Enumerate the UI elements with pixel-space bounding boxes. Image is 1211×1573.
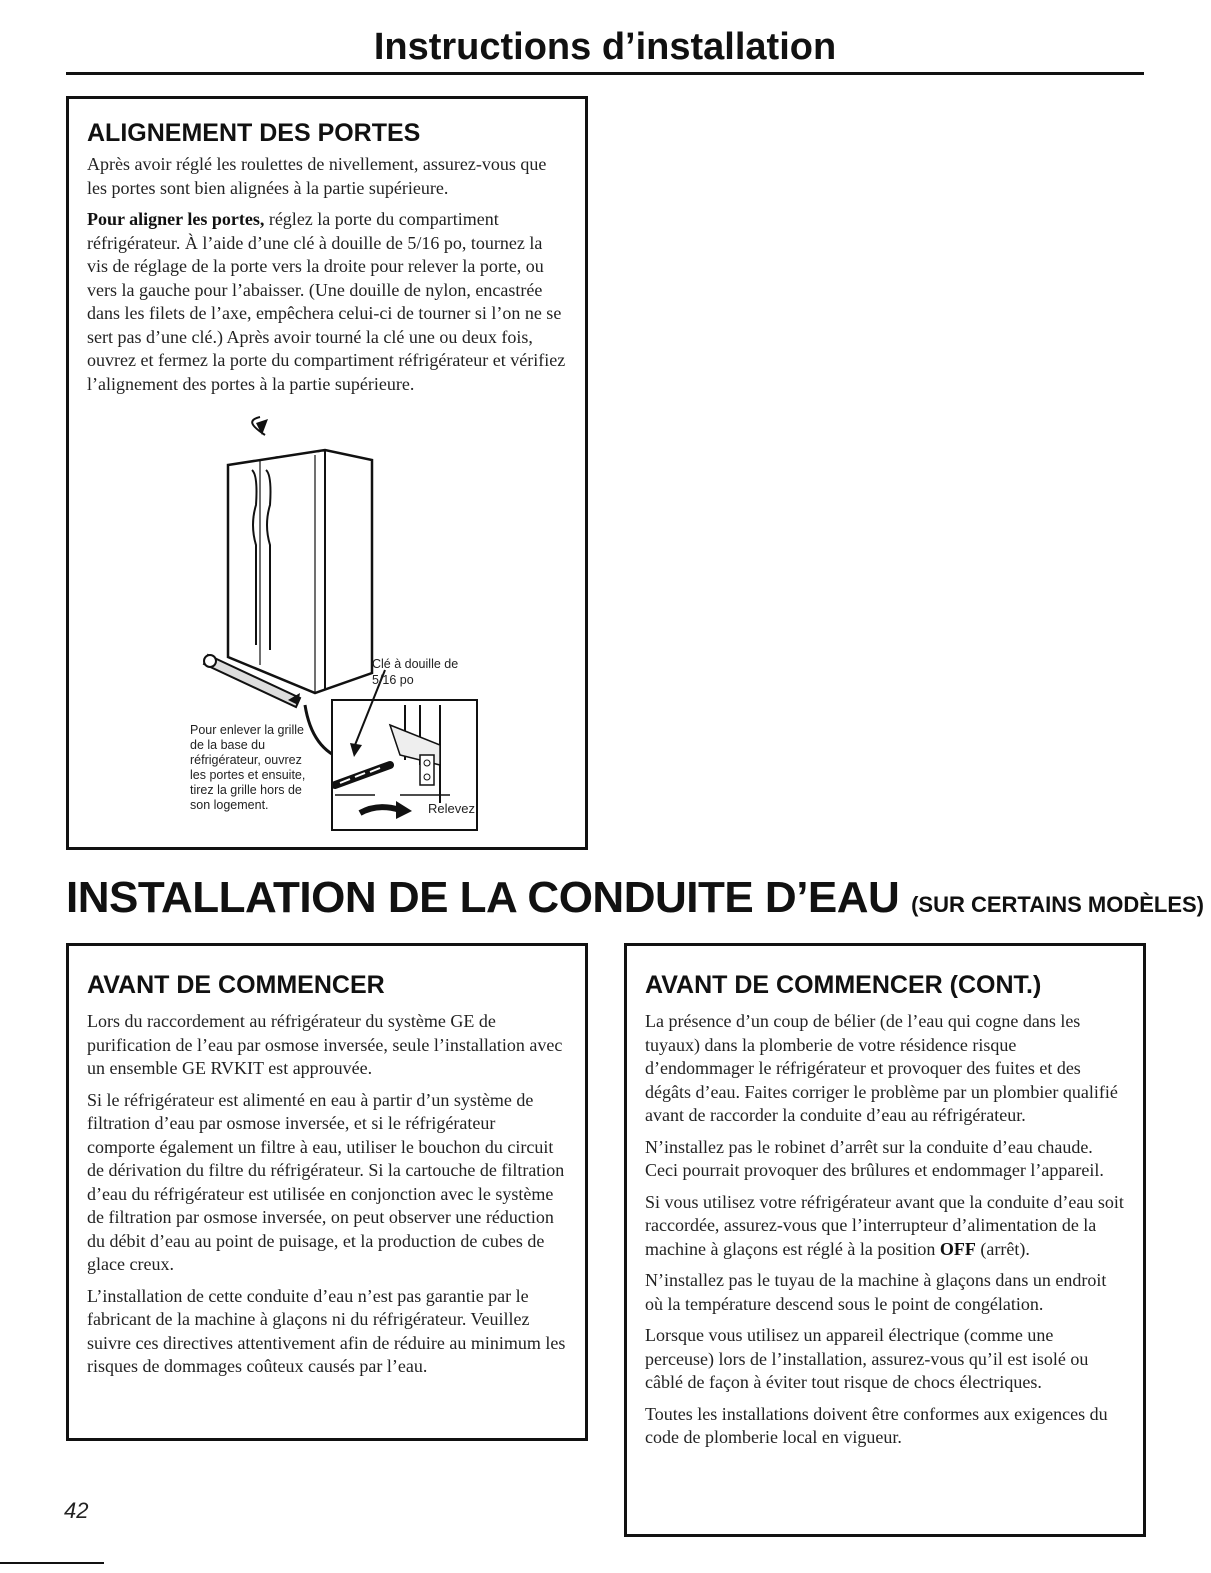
before-start-cont-section	[624, 943, 1146, 1537]
before-start-cont-paragraph: N’installez pas le tuyau de la machine à glaçons dans un endroit où la température descend sous le point de congélation.	[645, 1270, 1107, 1314]
before-start-cont-paragraph: N’installez pas le robinet d’arrêt sur la conduite d’eau chaude. Ceci pourrait provoquer des brûlures et endommager l’appareil.	[645, 1136, 1104, 1180]
water-line-subtitle: (SUR CERTAINS MODÈLES)	[911, 892, 1204, 917]
before-start-cont-paragraph	[645, 1191, 1125, 1262]
wrench-label-line1: Clé à douille de	[372, 657, 459, 671]
ice-maker-text: Si vous utilisez votre réfrigérateur avant que la conduite d’eau soit raccordée, assurez-vous que l’interrupteur d’alimentation de la machine à glaçons est réglé à la position	[645, 1191, 1124, 1259]
page-title: Instructions d’installation	[373, 26, 837, 68]
grille-instructions	[190, 723, 305, 813]
before-start-section	[66, 943, 588, 1441]
door-alignment-step-lead: Pour aligner les portes,	[87, 209, 265, 229]
before-start-heading: AVANT DE COMMENCER	[87, 971, 385, 999]
off-label: OFF	[939, 1238, 976, 1259]
before-start-cont-heading: AVANT DE COMMENCER (CONT.)	[645, 971, 1042, 999]
grille-label-line: réfrigérateur, ouvrez	[190, 753, 302, 767]
before-start-paragraph: Lors du raccordement au réfrigérateur du système GE de purification de l’eau par osmose inversée, seule l’installation avec un ensemble GE RVKIT est approuvée.	[87, 1011, 563, 1078]
raise-label: Relevez	[428, 801, 475, 816]
grille-label-line: les portes et ensuite,	[190, 768, 306, 782]
water-line-title-text: INSTALLATION DE LA CONDUITE D’EAU	[66, 873, 900, 922]
rotation-arrow-icon	[256, 419, 268, 435]
door-alignment-step	[87, 208, 567, 396]
before-start-cont-paragraph: Lorsque vous utilisez un appareil électrique (comme une perceuse) lors de l’installation, assurez-vous qu’il est isolé ou câblé de façon à éviter tout risque de chocs électriques.	[645, 1325, 1089, 1392]
off-suffix: (arrêt).	[975, 1238, 1030, 1259]
page-number: 42	[64, 1498, 89, 1523]
grille-label-line: tirez la grille hors de	[190, 783, 302, 797]
before-start-cont-paragraph: La présence d’un coup de bélier (de l’eau qui cogne dans les tuyaux) dans la plomberie de votre résidence risque d’endommager le réfrigérateur et provoquer des fuites et des dégâts d’eau. Faites corriger le problème par un plombier qualifié avant de raccorder la conduite d’eau au réfrigérateur.	[645, 1011, 1118, 1125]
door-alignment-step-text: réglez la porte du compartiment réfrigérateur. À l’aide d’une clé à douille de 5/16 po, tournez la vis de réglage de la porte vers la droite pour relever la porte, ou vers la gauche pour l’abaisser. (Une douille de nylon, encastrée dans les filets de l’axe, empêchera celui-ci de tourner si l’on ne se sert pas d’une clé.) Après avoir tourné la clé une ou deux fois, ouvrez et fermez la porte du compartiment réfrigérateur et vérifiez l’alignement des portes à la partie supérieure.	[87, 209, 566, 394]
before-start-cont-paragraph: Toutes les installations doivent être conformes aux exigences du code de plomberie local en vigueur.	[645, 1403, 1108, 1447]
door-alignment-intro: Après avoir réglé les roulettes de nivellement, assurez-vous que les portes sont bien alignées à la partie supérieure.	[87, 154, 547, 198]
grille-label-line: de la base du	[190, 738, 266, 752]
before-start-paragraph: L’installation de cette conduite d’eau n’est pas garantie par le fabricant de la machine à glaçons ni du réfrigérateur. Veuillez suivre ces directives attentivement afin de réduire au minimum les risques de dommages coûteux causés par l’eau.	[87, 1285, 566, 1376]
door-alignment-heading: ALIGNEMENT DES PORTES	[87, 119, 421, 147]
refrigerator-illustration	[100, 415, 500, 835]
title-rule	[66, 72, 1144, 75]
footer-rule	[0, 1562, 104, 1564]
grille-label-line: son logement.	[190, 798, 269, 812]
wrench-label-line2: 5/16 po	[372, 673, 414, 687]
water-line-title	[66, 868, 1204, 935]
grille-label-line: Pour enlever la grille	[190, 723, 304, 737]
before-start-paragraph: Si le réfrigérateur est alimenté en eau à partir d’un système de filtration d’eau par osmose inversée, et si le réfrigérateur comporte également un filtre à eau, utiliser le bouchon du circuit de dérivation du filtre du réfrigérateur. Si la cartouche de filtration d’eau du réfrigérateur est utilisée en conjonction avec le système de filtration par osmose inversée, on peut observer une réduction du débit d’eau au point de puisage, et la production de cubes de glace creux.	[87, 1089, 565, 1274]
